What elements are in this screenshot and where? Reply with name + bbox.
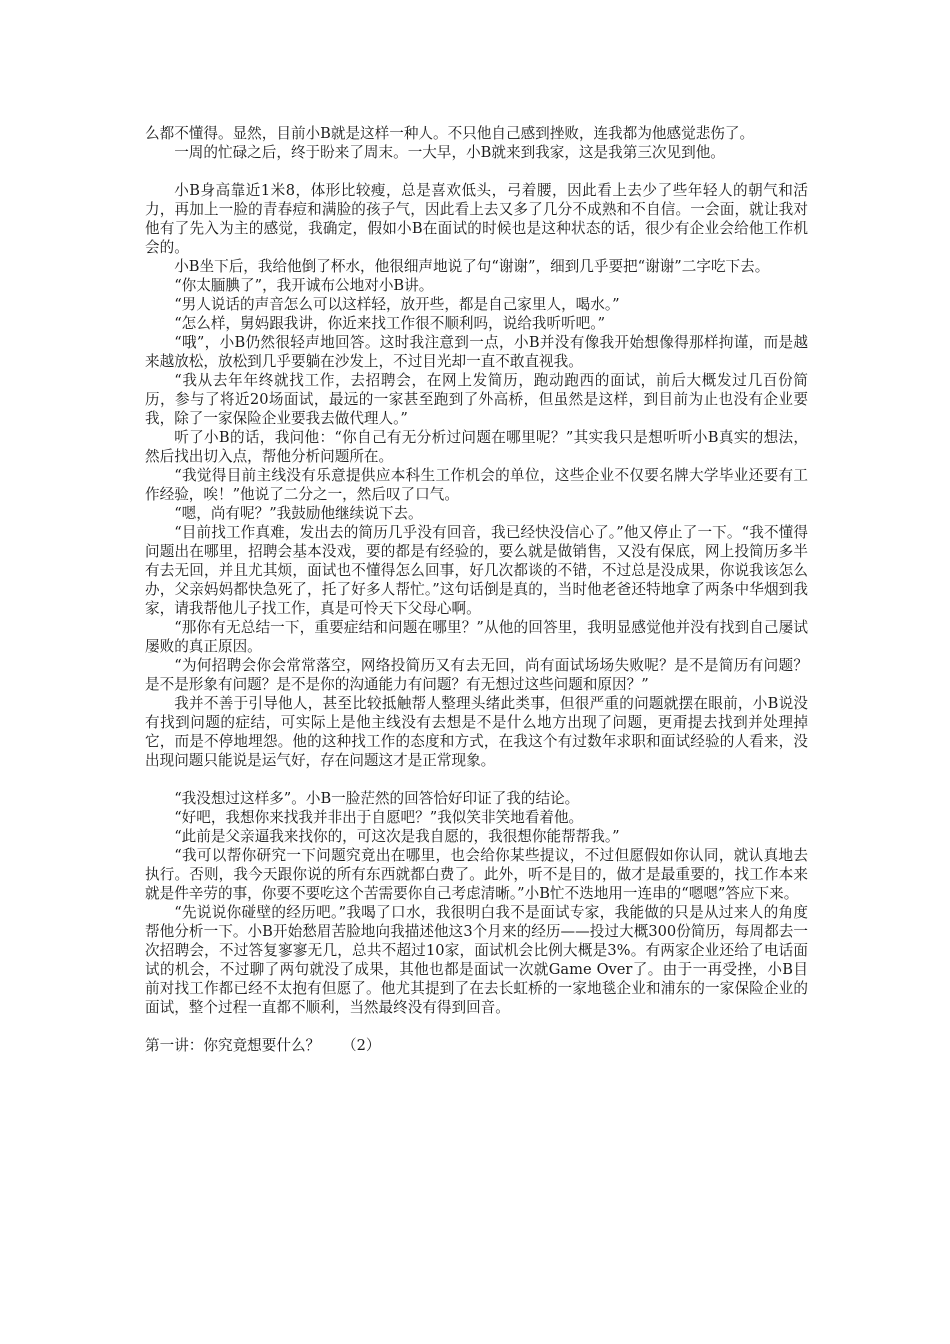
paragraph: “目前找工作真难，发出去的简历几乎没有回音，我已经快没信心了。”他又停止了一下。“我不懂得问题出在哪里，招聘会基本没戏，要的都是有经验的，要么就是做销售，又没有保底，网上投简历多半有去无回，并且尤其烦，面试也不懂得怎么回事，好几次都谈的不错，不过总是没成果，你说我该怎么办，父亲妈妈都快急死了，托了好多人帮忙。”这句话倒是真的，当时他老爸还特地拿了两条中华烟到我家，请我帮他儿子找工作，真是可怜天下父母心啊。 [145,524,808,617]
paragraph: “那你有无总结一下，重要症结和问题在哪里？”从他的回答里，我明显感觉他并没有找到自己屡试屡败的真正原因。 [145,619,808,655]
paragraph: 小B身高靠近1米8，体形比较瘦，总是喜欢低头，弓着腰，因此看上去少了些年轻人的朝气和活力，再加上一脸的青春痘和满脸的孩子气，因此看上去又多了几分不成熟和不自信。一会面，就让我对他有了先入为主的感觉，我确定，假如小B在面试的时候也是这种状态的话，很少有企业会给他工作机会的。 [145,182,808,256]
paragraph: “怎么样，舅妈跟我讲，你近来找工作很不顺利吗，说给我听听吧。” [174,315,606,332]
paragraph: “嗯，尚有呢？”我鼓励他继续说下去。 [174,505,423,522]
paragraph: “哦”，小B仍然很轻声地回答。这时我注意到一点，小B并没有像我开始想像得那样拘谨，而是越来越放松，放松到几乎要躺在沙发上，不过目光却一直不敢直视我。 [145,334,808,370]
paragraph: 我并不善于引导他人，甚至比较抵触帮人整理头绪此类事，但很严重的问题就摆在眼前，小B说没有找到问题的症结，可实际上是他主线没有去想是不是什么地方出现了问题，更甭提去找到并处理掉它，而是不停地埋怨。他的这种找工作的态度和方式，在我这个有过数年求职和面试经验的人看来，没出现问题只能说是运气好，存在问题这才是正常现象。 [145,695,808,769]
paragraph: “我没想过这样多”。小B一脸茫然的回答恰好印证了我的结论。 [174,790,580,807]
paragraph: “此前是父亲逼我来找你的，可这次是我自愿的，我很想你能帮帮我。” [174,828,620,845]
section-heading: 第一讲：你究竟想要什么？ （2） [145,1037,381,1054]
paragraph-gap [145,162,808,181]
paragraph: “为何招聘会你会常常落空，网络投简历又有去无回，尚有面试场场失败呢？是不是简历有问题？是不是形象有问题？是不是你的沟通能力有问题？有无想过这些问题和原因？” [145,657,808,693]
document-page [145,124,808,1055]
paragraph: “男人说话的声音怎么可以这样轻，放开些，都是自己家里人，喝水。” [174,296,620,313]
paragraph: “我可以帮你研究一下问题究竟出在哪里，也会给你某些提议，不过但愿假如你认同，就认真地去执行。否则，我今天跟你说的所有东西就都白费了。此外，听不是目的，做才是最重要的，找工作本来就是件辛劳的事，你要不要吃这个苦需要你自己考虑清晰。”小B忙不迭地用一连串的“嗯嗯”答应下来。 [145,847,808,902]
paragraph: 么都不懂得。显然，目前小B就是这样一种人。不只他自己感到挫败，连我都为他感觉悲伤了。 [145,125,755,142]
paragraph: “好吧，我想你来找我并非出于自愿吧？”我似笑非笑地看着他。 [174,809,584,826]
paragraph: “先说说你碰壁的经历吧。”我喝了口水，我很明白我不是面试专家，我能做的只是从过来人的角度帮他分析一下。小B开始愁眉苦脸地向我描述他这3个月来的经历——投过大概300份简历，每周都去一次招聘会，不过答复寥寥无几，总共不超过10家，面试机会比例大概是3%。有两家企业还给了电话面试的机会，不过聊了两句就没了成果，其他也都是面试一次就Game Over了。由于一再受挫，小B目前对找工作都已经不太抱有但愿了。他尤其提到了在去长虹桥的一家地毯企业和浦东的一家保险企业的面试，整个过程一直都不顺利，当然最终没有得到回音。 [145,904,808,1016]
paragraph: “你太腼腆了”，我开诚布公地对小B讲。 [174,277,434,294]
paragraph: 小B坐下后，我给他倒了杯水，他很细声地说了句“谢谢”，细到几乎要把“谢谢”二字吃下去。 [174,258,770,275]
paragraph-gap [145,770,808,789]
paragraph: 听了小B的话，我问他：“你自己有无分析过问题在哪里呢？”其实我只是想听听小B真实的想法，然后找出切入点，帮他分析问题所在。 [145,429,808,465]
paragraph: “我从去年年终就找工作，去招聘会，在网上发简历，跑动跑西的面试，前后大概发过几百份简历，参与了将近20场面试，最远的一家甚至跑到了外高桥，但虽然是这样，到目前为止也没有企业要我，除了一家保险企业要我去做代理人。” [145,372,808,427]
paragraph: “我觉得目前主线没有乐意提供应本科生工作机会的单位，这些企业不仅要名牌大学毕业还要有工作经验，唉！”他说了二分之一，然后叹了口气。 [145,467,808,503]
paragraph: 一周的忙碌之后，终于盼来了周末。一大早，小B就来到我家，这是我第三次见到他。 [174,144,725,161]
